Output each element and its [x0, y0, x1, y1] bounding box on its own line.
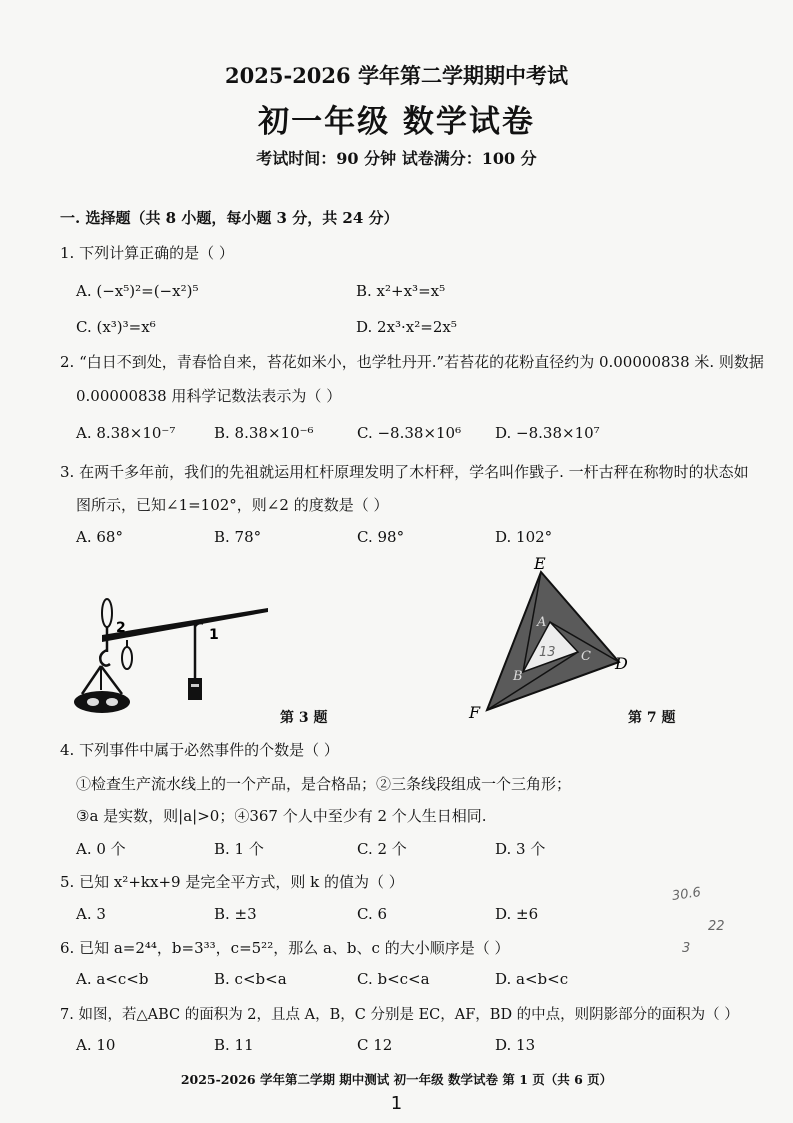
- option-d: D. 13: [495, 1036, 536, 1054]
- question-stem-line: 图所示，已知∠1=102°，则∠2 的度数是（ ）: [76, 496, 389, 514]
- option-c: C. (x³)³=x⁶: [76, 318, 156, 336]
- vertex-e-label: E: [534, 554, 546, 573]
- figure-3-caption: 第 3 题: [280, 710, 328, 726]
- option-a: A. 68°: [76, 528, 123, 546]
- question-stem: 1. 下列计算正确的是（ ）: [60, 244, 234, 262]
- question-stem: 3. 在两千多年前，我们的先祖就运用杠杆原理发明了木杆秤，学名叫作戥子. 一杆古秤在称物时的状态如: [60, 463, 749, 481]
- page-number: 1: [390, 1093, 403, 1114]
- page-footer: 2025-2026 学年第二学期 期中测试 初一年级 数学试卷 第 1 页（共 6 页）: [180, 1072, 613, 1087]
- question-stem: 2. “白日不到处，青春恰自来，苔花如米小，也学牡丹开.”若苔花的花粉直径约为 0.00000838 米. 则数据: [60, 353, 764, 371]
- option-d: D. 3 个: [495, 840, 546, 858]
- handwritten-note: 22: [708, 919, 725, 934]
- section-heading: 一. 选择题（共 8 小题，每小题 3 分，共 24 分）: [60, 209, 399, 227]
- option-a: A. a<c<b: [76, 970, 149, 988]
- option-c: C. −8.38×10⁶: [357, 424, 462, 442]
- option-d: D. a<b<c: [495, 970, 569, 988]
- question-stem: 4. 下列事件中属于必然事件的个数是（ ）: [60, 741, 339, 759]
- question-stem-line: 0.00000838 用科学记数法表示为（ ）: [76, 387, 342, 405]
- handwritten-note: 30.6: [671, 885, 702, 904]
- vertex-c-label: C: [581, 649, 591, 664]
- angle-1-label: 1: [209, 627, 219, 643]
- exam-title: 2025-2026 学年第二学期期中考试: [225, 63, 568, 88]
- option-b: B. ±3: [214, 905, 257, 923]
- option-a: A. 0 个: [76, 840, 126, 858]
- angle-2-label: 2: [116, 620, 126, 636]
- question-stem-line: ①检查生产流水线上的一个产品，是合格品；②三条线段组成一个三角形；: [76, 775, 572, 793]
- vertex-f-label: F: [469, 703, 481, 722]
- option-b: B. 78°: [214, 528, 262, 546]
- vertex-d-label: D: [615, 654, 628, 673]
- question-stem: 7. 如图，若△ABC 的面积为 2，且点 A，B，C 分别是 EC，AF，BD 的中点，则阴影部分的面积为（ ）: [60, 1007, 739, 1023]
- figure-steelyard: [60, 590, 280, 725]
- option-a: A. (−x⁵)²=(−x²)⁵: [76, 282, 199, 300]
- steelyard-weight: [188, 678, 202, 700]
- option-d: D. ±6: [495, 905, 539, 923]
- figure-triangles: [465, 552, 645, 722]
- handwritten-note: 3: [682, 941, 691, 956]
- exam-subtitle: 初一年级 数学试卷: [258, 104, 535, 140]
- vertex-b-label: B: [513, 669, 523, 684]
- steelyard-pan: [74, 691, 130, 713]
- option-b: B. c<b<a: [214, 970, 287, 988]
- option-c: C. 98°: [357, 528, 405, 546]
- steelyard-hanging-loop: [102, 599, 112, 627]
- question-stem: 6. 已知 a=2⁴⁴，b=3³³，c=5²²，那么 a、b、c 的大小顺序是（ ）: [60, 939, 510, 957]
- steelyard-beam: [102, 608, 268, 642]
- option-c: C 12: [357, 1036, 393, 1054]
- option-d: D. 2x³·x²=2x⁵: [356, 318, 457, 336]
- option-c: C. 6: [357, 905, 388, 923]
- option-b: B. 8.38×10⁻⁶: [214, 424, 314, 442]
- option-c: C. 2 个: [357, 840, 407, 858]
- option-b: B. x²+x³=x⁵: [356, 282, 446, 300]
- exam-info: 考试时间：90 分钟 试卷满分：100 分: [256, 149, 537, 168]
- figure-7-caption: 第 7 题: [628, 710, 676, 726]
- vertex-a-label: A: [537, 615, 547, 630]
- option-c: C. b<c<a: [357, 970, 430, 988]
- option-a: A. 8.38×10⁻⁷: [76, 424, 176, 442]
- handwritten-note: 13: [539, 645, 556, 660]
- option-d: D. −8.38×10⁷: [495, 424, 600, 442]
- question-stem-line: ③a 是实数，则|a|>0；④367 个人中至少有 2 个人生日相同.: [76, 807, 487, 825]
- question-stem: 5. 已知 x²+kx+9 是完全平方式，则 k 的值为（ ）: [60, 873, 404, 891]
- option-b: B. 1 个: [214, 840, 264, 858]
- option-a: A. 3: [76, 905, 106, 923]
- option-a: A. 10: [76, 1036, 116, 1054]
- option-d: D. 102°: [495, 528, 553, 546]
- option-b: B. 11: [214, 1036, 254, 1054]
